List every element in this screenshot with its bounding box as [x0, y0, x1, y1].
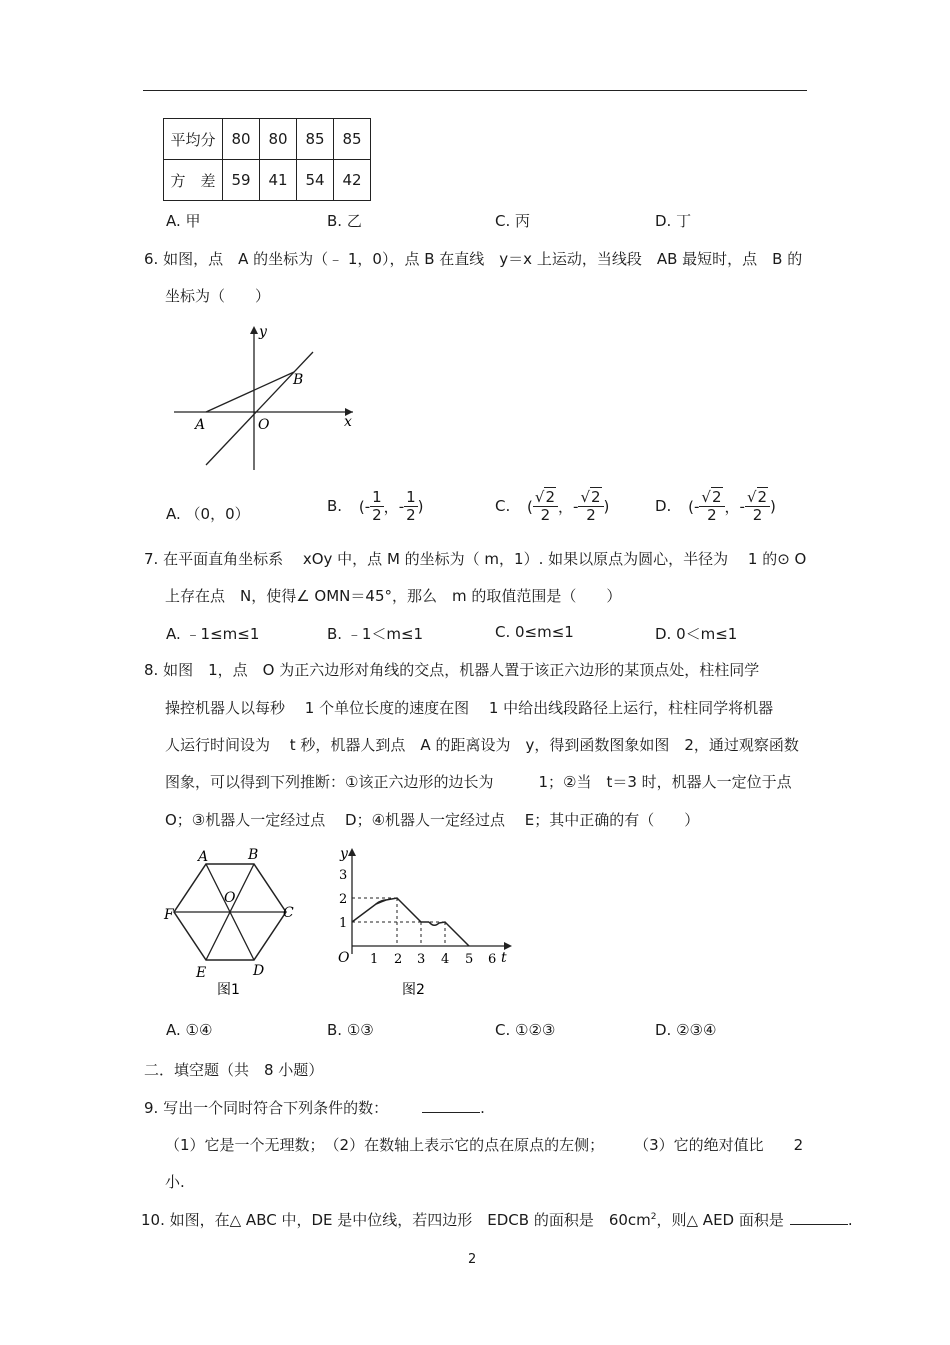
question-7-text: 7. 在平面直角坐标系 xOy 中，点 M 的坐标为（ m，1）. 如果以原点为圆心，半径为 1 的⊙ O	[144, 550, 807, 568]
question-10-text	[141, 1209, 853, 1230]
question-9-conditions: （1）它是一个无理数； （2）在数轴上表示它的点在原点的左侧； （3）它的绝对值比 2	[165, 1136, 804, 1154]
question-9-prompt: 9. 写出一个同时符合下列条件的数：	[144, 1099, 389, 1117]
numerator: 1	[406, 488, 416, 506]
section-heading: 二．填空题（共 8 小题）	[144, 1061, 324, 1079]
q8-option-c: C. ①②③	[495, 1021, 556, 1039]
q7-option-d: D. 0＜m≤1	[655, 625, 738, 643]
origin-label: O	[338, 950, 350, 966]
vertex-b-label: B	[248, 847, 259, 863]
denominator: 2	[540, 506, 551, 524]
vertex-c-label: C	[283, 905, 294, 921]
comma: ，	[558, 498, 574, 516]
radicand: 2	[591, 488, 601, 506]
table-cell: 80	[260, 119, 297, 160]
question-7-text-cont: 上存在点 N，使得∠ OMN＝45°，那么 m 的取值范围是（ ）	[165, 587, 622, 605]
score-table	[163, 118, 371, 201]
figure-1-caption: 图1	[217, 982, 240, 998]
paren-right: )	[603, 497, 610, 516]
q6-option-a: A. （0，0）	[166, 505, 250, 523]
x-tick-label: 1	[370, 952, 379, 967]
x-tick-label: 5	[465, 952, 474, 967]
paren-left: (	[527, 497, 533, 516]
q6-figure	[168, 320, 368, 475]
vertex-e-label: E	[196, 965, 207, 981]
y-tick-label: 3	[339, 868, 348, 883]
comma: ，	[724, 498, 740, 516]
radicand: 2	[711, 488, 722, 506]
table-cell: 85	[297, 119, 334, 160]
minus-sign: -	[398, 497, 405, 516]
answer-blank	[422, 1112, 480, 1113]
radicand: 2	[545, 488, 555, 506]
axis-y-label: y	[340, 846, 348, 862]
option-letter: D.	[655, 497, 672, 515]
question-10-prompt-cont: ，则△ AED 面积是	[656, 1211, 784, 1229]
vertex-d-label: D	[253, 963, 265, 979]
page-number: 2	[468, 1252, 477, 1267]
minus-sign: -	[573, 497, 579, 516]
question-6-text: 6. 如图，点 A 的坐标为（﹣ 1，0），点 B 在直线 y＝x 上运动，当线段 AB 最短时，点 B 的	[144, 250, 803, 268]
table-cell: 平均分	[164, 119, 223, 160]
q8-option-b: B. ①③	[327, 1021, 374, 1039]
x-tick-label: 6	[488, 952, 497, 967]
denominator: 2	[406, 506, 416, 524]
header-rule	[143, 90, 807, 91]
period: .	[480, 1099, 485, 1117]
question-8-text-4: 图象，可以得到下列推断：①该正六边形的边长为 1；②当 t＝3 时，机器人一定位于点	[165, 773, 792, 791]
q7-option-c: C. 0≤m≤1	[495, 623, 574, 641]
paren-right: )	[770, 497, 776, 516]
point-a-label: A	[195, 417, 206, 433]
vertex-a-label: A	[198, 849, 209, 865]
origin-label: O	[258, 417, 270, 433]
minus-sign: -	[364, 497, 371, 516]
x-tick-label: 3	[417, 952, 426, 967]
denominator: 2	[372, 506, 382, 524]
y-tick-label: 1	[339, 916, 348, 931]
option-b: B. 乙	[327, 212, 362, 230]
denominator: 2	[707, 506, 717, 524]
q6-option-b	[327, 490, 424, 523]
x-tick-label: 4	[441, 952, 450, 967]
question-10-prompt: 10. 如图，在△ ABC 中，DE 是中位线，若四边形 EDCB 的面积是 60cm	[141, 1211, 651, 1229]
question-6-text-cont: 坐标为（ ）	[165, 287, 271, 305]
table-cell: 54	[297, 160, 334, 201]
option-a: A. 甲	[166, 212, 201, 230]
q8-option-a: A. ①④	[166, 1021, 213, 1039]
comma: ，	[383, 498, 399, 516]
q6-option-d: D. (- $\frac{√2}{2}$ ，- $\frac{√2}{2}$ )	[655, 488, 776, 524]
table-cell: 41	[260, 160, 297, 201]
y-tick-label: 2	[339, 892, 348, 907]
axis-t-label: t	[501, 950, 507, 966]
axis-y-label: y	[259, 324, 267, 340]
paren-left: (	[688, 497, 694, 516]
option-letter: C.	[495, 497, 511, 515]
axis-x-label: x	[344, 414, 352, 430]
q7-option-a: A. ﹣1≤m≤1	[166, 625, 260, 643]
table-cell: 42	[334, 160, 371, 201]
table-cell: 方 差	[164, 160, 223, 201]
table-row	[164, 160, 371, 201]
x-tick-label: 2	[394, 952, 403, 967]
denominator: 2	[752, 506, 763, 524]
function-graph	[330, 842, 520, 1002]
paren-left: (	[358, 497, 365, 516]
paren-right: )	[417, 497, 424, 516]
center-o-label: O	[224, 890, 236, 906]
minus-sign: -	[693, 497, 700, 516]
q6-option-c: C. ( $\frac{√2}{2}$ ，- $\frac{√2}{2}$ )	[495, 488, 610, 524]
radicand: 2	[757, 488, 768, 506]
minus-sign: -	[739, 497, 745, 516]
question-8-text-5: O；③机器人一定经过点 D；④机器人一定经过点 E；其中正确的有（ ）	[165, 811, 700, 829]
question-8-text-2: 操控机器人以每秒 1 个单位长度的速度在图 1 中给出线段路径上运行，柱柱同学将机器	[165, 699, 774, 717]
option-d: D. 丁	[655, 212, 692, 230]
numerator: 1	[372, 488, 382, 506]
question-8-text-3: 人运行时间设为 t 秒，机器人到点 A 的距离设为 y，得到函数图象如图 2，通过观察函数	[165, 736, 799, 754]
question-8-text: 8. 如图 1，点 O 为正六边形对角线的交点，机器人置于该正六边形的某顶点处，柱柱同学	[144, 661, 760, 679]
option-letter: B.	[327, 497, 343, 515]
table-cell: 59	[223, 160, 260, 201]
hexagon-figure	[160, 842, 310, 1002]
q7-option-b: B. ﹣1＜m≤1	[327, 625, 424, 643]
question-9-conditions-cont: 小.	[165, 1173, 185, 1191]
denominator: 2	[586, 506, 596, 524]
question-9-text	[144, 1097, 485, 1118]
table-row	[164, 119, 371, 160]
period: .	[847, 1211, 853, 1229]
figure-2-caption: 图2	[402, 982, 425, 998]
superscript: 2	[650, 1212, 657, 1222]
vertex-f-label: F	[164, 907, 174, 923]
table-cell: 85	[334, 119, 371, 160]
option-c: C. 丙	[495, 212, 531, 230]
table-cell: 80	[223, 119, 260, 160]
point-b-label: B	[293, 372, 304, 388]
answer-blank	[790, 1224, 848, 1225]
q8-option-d: D. ②③④	[655, 1021, 717, 1039]
